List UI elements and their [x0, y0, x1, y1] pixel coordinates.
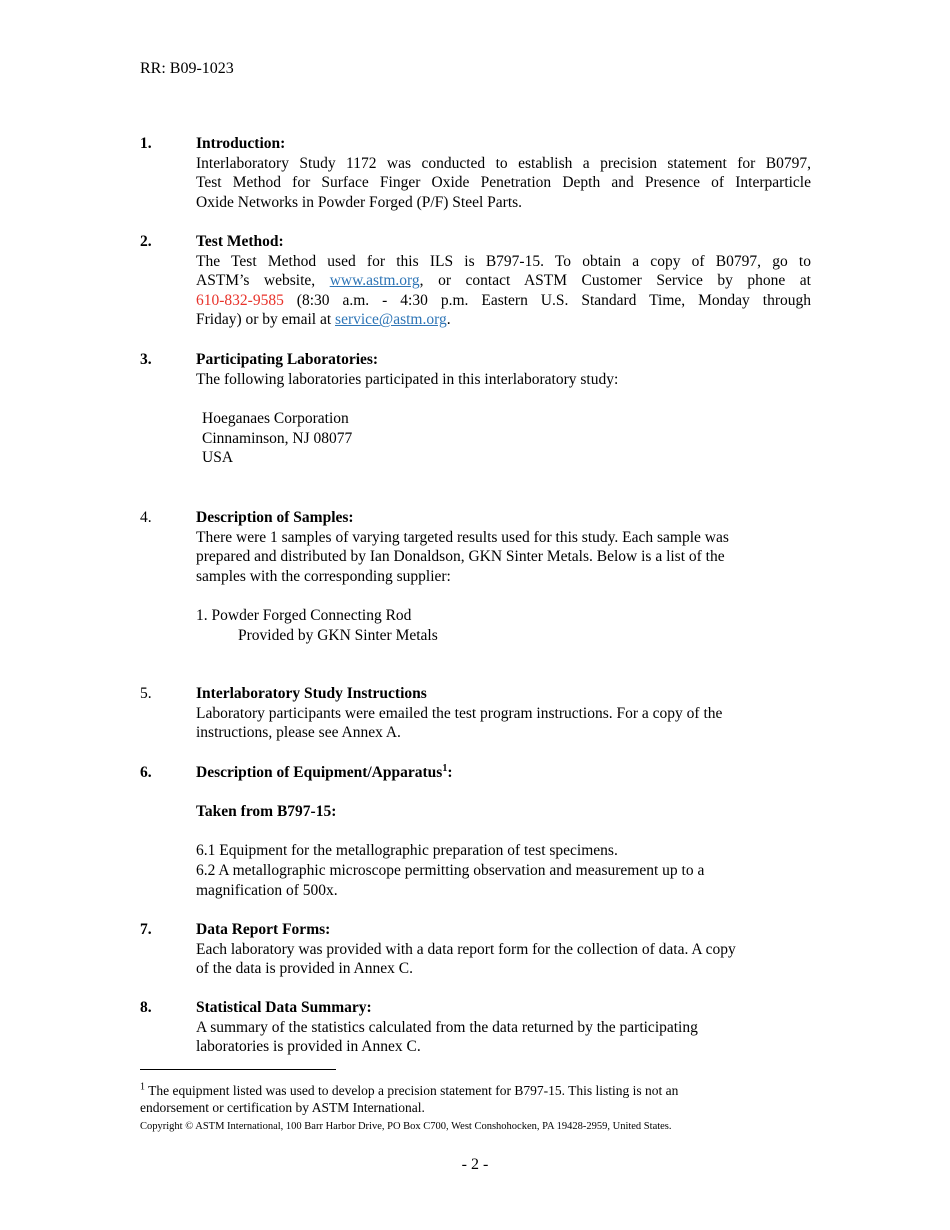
service-email-link[interactable]: service@astm.org: [335, 311, 447, 329]
section-3-number: 3.: [140, 351, 152, 368]
section-1-line-2: Test Method for Surface Finger Oxide Penetration Depth and Presence of Interparticle: [196, 174, 811, 192]
section-7: [196, 920, 811, 979]
report-id: RR: B09-1023: [140, 60, 234, 77]
section-2-text: , or contact ASTM Customer Service by phone at: [419, 272, 811, 290]
page-number: - 2 -: [461, 1156, 489, 1173]
section-8: [196, 998, 811, 1057]
equipment-item-2-line-2: magnification of 500x.: [196, 881, 338, 899]
section-6-subheading: Taken from B797-15:: [196, 803, 337, 821]
section-6-number: 6.: [140, 764, 152, 781]
equipment-item-2-line-1: 6.2 A metallographic microscope permitting observation and measurement up to a: [196, 861, 705, 879]
section-1: [196, 134, 811, 212]
section-2-line-2: [196, 271, 811, 291]
section-2-text: Friday) or by email at: [196, 311, 336, 329]
section-5-line-2: instructions, please see Annex A.: [196, 724, 401, 742]
section-8-line-1: A summary of the statistics calculated from the data returned by the participating: [196, 1018, 698, 1036]
section-4-line-2: prepared and distributed by Ian Donaldson, GKN Sinter Metals. Below is a list of the: [196, 548, 725, 566]
section-2-number: 2.: [140, 233, 152, 250]
astm-website-link[interactable]: www.astm.org: [329, 272, 420, 290]
section-2-line-1: The Test Method used for this ILS is B797-15. To obtain a copy of B0797, go to: [196, 252, 811, 270]
section-2: [196, 232, 811, 330]
section-8-line-2: laboratories is provided in Annex C.: [196, 1038, 421, 1056]
section-4-line-1: There were 1 samples of varying targeted results used for this study. Each sample was: [196, 528, 729, 546]
section-6-heading-text: Description of Equipment/Apparatus: [196, 764, 443, 781]
phone-number: 610-832-9585: [196, 291, 284, 309]
footnote-divider: [140, 1069, 336, 1070]
section-5-heading: Interlaboratory Study Instructions: [196, 685, 427, 702]
footnote-line-2: endorsement or certification by ASTM International.: [140, 1100, 425, 1115]
section-5: [196, 684, 811, 743]
section-1-line-3: Oxide Networks in Powder Forged (P/F) Steel Parts.: [196, 193, 523, 211]
section-2-text: (8:30 a.m. - 4:30 p.m. Eastern U.S. Standard Time, Monday through: [283, 291, 811, 309]
section-1-heading: Introduction:: [196, 135, 286, 152]
section-7-heading: Data Report Forms:: [196, 921, 331, 938]
section-1-line-1: Interlaboratory Study 1172 was conducted to establish a precision statement for B0797,: [196, 154, 811, 172]
section-2-line-3: [196, 291, 811, 311]
equipment-item-1: 6.1 Equipment for the metallographic preparation of test specimens.: [196, 842, 618, 860]
section-1-number: 1.: [140, 135, 152, 152]
section-2-heading: Test Method:: [196, 233, 284, 250]
section-3-intro: The following laboratories participated in this interlaboratory study:: [196, 370, 619, 388]
section-2-text: ASTM’s website,: [196, 272, 330, 290]
footnote: [140, 1082, 780, 1116]
section-5-line-1: Laboratory participants were emailed the test program instructions. For a copy of the: [196, 704, 723, 722]
sample-item: 1. Powder Forged Connecting Rod: [196, 606, 412, 624]
section-6-heading: [196, 763, 811, 783]
section-4-heading: Description of Samples:: [196, 509, 354, 526]
section-3: [196, 350, 811, 389]
section-6-heading-suffix: :: [447, 764, 453, 781]
section-5-number: 5.: [140, 685, 152, 702]
section-2-text: .: [446, 311, 451, 329]
footnote-line-1: [140, 1082, 780, 1099]
section-4-line-3: samples with the corresponding supplier:: [196, 567, 451, 585]
section-3-heading: Participating Laboratories:: [196, 351, 379, 368]
section-6: [196, 763, 811, 900]
section-4: [196, 508, 811, 645]
section-4-number: 4.: [140, 509, 152, 526]
section-8-number: 8.: [140, 999, 152, 1016]
lab-address: [202, 409, 352, 468]
lab-name: Hoeganaes Corporation: [202, 410, 349, 427]
section-2-line-4: [196, 310, 811, 330]
section-8-heading: Statistical Data Summary:: [196, 999, 372, 1016]
lab-city: Cinnaminson, NJ 08077: [202, 429, 353, 447]
lab-country: USA: [202, 449, 234, 467]
copyright: Copyright © ASTM International, 100 Barr Harbor Drive, PO Box C700, West Conshohocken, PA 19428-2959, United States.: [140, 1121, 672, 1132]
section-7-number: 7.: [140, 921, 152, 938]
footnote-ref: 1: [442, 762, 448, 774]
footnote-marker: 1: [140, 1081, 145, 1093]
footnote-text: The equipment listed was used to develop a precision statement for B797-15. This listing is not an: [145, 1083, 679, 1098]
section-7-line-2: of the data is provided in Annex C.: [196, 960, 413, 978]
section-7-line-1: Each laboratory was provided with a data report form for the collection of data. A copy: [196, 940, 736, 958]
sample-supplier: Provided by GKN Sinter Metals: [238, 626, 438, 644]
